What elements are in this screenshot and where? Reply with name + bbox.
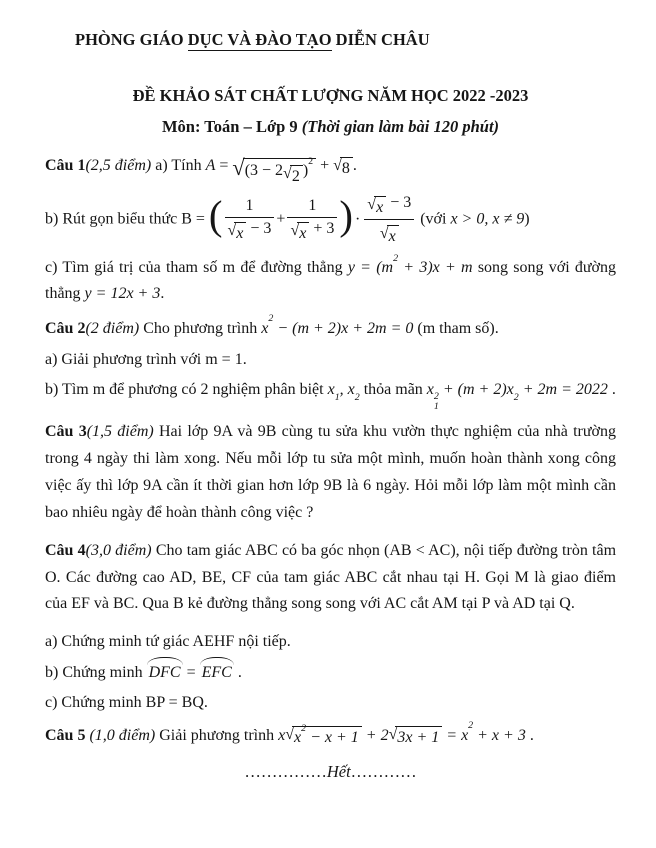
exponent: 2 [393, 252, 399, 264]
q1c-mid: song song với đường thẳng [45, 258, 617, 303]
radical-sign-icon: √ [283, 164, 292, 182]
radical-sign-icon: √ [367, 196, 377, 214]
question-2b [45, 377, 616, 413]
end-marker [45, 762, 616, 782]
dots-right: ………… [350, 762, 417, 782]
fraction-3 [364, 193, 414, 247]
var-x: x [278, 726, 286, 744]
radical-sign-icon: √ [290, 222, 300, 240]
fraction-2 [287, 196, 337, 245]
var-A: A [205, 157, 216, 174]
question-4c: c) Chứng minh BP = BQ. [45, 694, 208, 712]
inner-radicand: 2 [290, 165, 303, 187]
q2b-lead: b) Tìm m để phương có 2 nghiệm phân biệt [45, 380, 328, 398]
question-4 [45, 538, 616, 619]
subtitle-main: Môn: Toán – Lớp 9 [161, 117, 302, 136]
equation-mid: + (m + 2)x [438, 380, 514, 398]
sqrt8-radicand: 8 [340, 157, 353, 179]
equation-pre: x [261, 319, 269, 337]
frac1-num: 1 [245, 196, 254, 214]
period: . [607, 380, 616, 398]
q1b-condition-math: x > 0, x ≠ 9 [450, 210, 525, 228]
radicand-post: − x + 1 [306, 729, 359, 747]
question-1b [45, 193, 616, 247]
header-pre: PHÒNG GIÁO [75, 30, 188, 49]
period: . [352, 157, 357, 174]
radical-2 [389, 726, 443, 752]
exponent: 2 [268, 313, 274, 325]
exam-subtitle [45, 117, 616, 137]
question-4b [45, 660, 616, 686]
sqrt-x [228, 222, 247, 244]
sqrt8 [333, 157, 353, 183]
end-word: Hết [326, 762, 351, 782]
q1b-lead: b) Rút gọn biểu thức B = [45, 210, 209, 228]
subtitle-duration: (Thời gian làm bài 120 phút) [301, 117, 500, 136]
radicand-pre: (3 − 2 [244, 162, 284, 180]
frac2-den [287, 217, 337, 245]
frac3-num [364, 193, 414, 220]
plus-sign: + [276, 210, 286, 228]
sqrt-x [367, 196, 386, 218]
q3-label: Câu 3 [45, 423, 87, 441]
sqrt-x-radicand: x [297, 222, 309, 244]
exponent: 2 [468, 720, 474, 732]
q2-equation [261, 313, 414, 337]
sqrt-x [380, 225, 399, 247]
q1-points: (2,5 điểm) [85, 157, 152, 174]
q3-points: (1,5 điểm) [86, 423, 154, 441]
q4-text: Cho tam giác ABC có ba góc nhọn (AB < AC), nội tiếp đường tròn tâm O. Các đường cao AD, BE, CF của tam giác ABC cắt nhau tại H. Gọi M là giao điểm của EF và BC. Qua B kẻ đường thẳng song song với AC cắt AM tại P và AD tại Q. [45, 541, 617, 613]
q1b-condition-post: ) [524, 210, 530, 228]
sqrt-x-radicand: x [374, 196, 386, 218]
q4-label: Câu 4 [45, 541, 86, 559]
inner-radical [283, 165, 303, 187]
subscript-1: 1 [334, 392, 340, 404]
radical-sign-icon: √ [285, 726, 295, 744]
frac1-den [225, 217, 275, 245]
q1b-condition-pre: (với [416, 210, 451, 228]
q2-tail: (m tham số). [413, 319, 499, 337]
radical-sign-icon: √ [388, 726, 398, 744]
var-x: x [347, 380, 355, 398]
period: . [160, 285, 165, 303]
sqrt-x-radicand: x [387, 225, 399, 247]
question-1c [45, 252, 617, 308]
frac2-num: 1 [308, 196, 317, 214]
frac2-den-rest: + 3 [309, 219, 335, 237]
right-paren: ) [339, 192, 353, 238]
radical-sign-icon: √ [232, 155, 245, 181]
q2-lead: Cho phương trình [139, 319, 262, 337]
q1c-line2-formula: y = 12x + 3 [84, 285, 161, 303]
question-2a: a) Giải phương trình với m = 1. [45, 351, 247, 369]
rhs-pre: = x [442, 726, 469, 744]
q5-label: Câu 5 [45, 726, 86, 744]
comma: , [339, 380, 348, 398]
q1a-formula [205, 155, 357, 185]
plus-2: + 2 [361, 726, 389, 744]
department-header [75, 30, 616, 50]
var-x: x [327, 380, 335, 398]
exponent: 2 [308, 156, 314, 168]
q1-label: Câu 1 [45, 157, 86, 174]
header-post: DIỄN CHÂU [331, 30, 430, 49]
dots-left: …………… [244, 762, 327, 782]
radicand-close: ) [302, 162, 309, 180]
q2-label: Câu 2 [45, 319, 86, 337]
fraction-1 [225, 196, 275, 245]
q5-points: (1,0 điểm) [85, 726, 156, 744]
period: . [525, 726, 534, 744]
plus-sign: + [320, 157, 330, 174]
outer-radical [232, 155, 316, 187]
radical-sign-icon: √ [379, 224, 389, 242]
cdot-operator: · [354, 210, 361, 228]
q2b-mid: thỏa mãn [359, 380, 427, 398]
question-1a [45, 153, 616, 187]
equals-sign: = [182, 663, 200, 681]
q5-lead: Giải phương trình [155, 726, 279, 744]
q5-equation [278, 720, 526, 747]
rhs-post: + x + 3 [473, 726, 526, 744]
q2-points: (2 điểm) [85, 319, 140, 337]
formula-pre: y = (m [347, 258, 394, 276]
angle-EFC: EFC [200, 660, 234, 686]
exponent: 2 [301, 722, 307, 734]
frac3-num-rest: − 3 [386, 193, 412, 211]
subscript-2: 2 [354, 392, 360, 404]
frac1-den-rest: − 3 [246, 219, 272, 237]
frac3-den [364, 219, 414, 247]
equation-tail: + 2m = 2022 [518, 380, 608, 398]
roots-x1x2 [327, 380, 360, 404]
exam-title: ĐỀ KHẢO SÁT CHẤT LƯỢNG NĂM HỌC 2022 -2023 [132, 86, 529, 105]
equation-post: − (m + 2)x + 2m = 0 [273, 319, 414, 337]
radical-sign-icon: √ [227, 222, 237, 240]
equals-sign: = [219, 157, 229, 174]
sqrt-x [290, 222, 309, 244]
q1a-lead: a) Tính [151, 157, 206, 174]
radical-sign-icon: √ [333, 156, 342, 174]
question-4a: a) Chứng minh tứ giác AEHF nội tiếp. [45, 633, 291, 651]
q1c-line-formula [347, 252, 473, 276]
left-paren: ( [208, 192, 223, 238]
exponent: 2 [433, 391, 439, 402]
subscript-2: 2 [513, 392, 519, 404]
q2b-condition-equation [426, 380, 608, 413]
period: . [233, 663, 242, 681]
header-underlined: DỤC VÀ ĐÀO TẠO [187, 30, 332, 49]
q4b-lead: b) Chứng minh [45, 663, 147, 681]
sqrt-x-radicand: x [234, 222, 246, 244]
question-3 [45, 419, 616, 527]
radicand-pre: x [294, 729, 302, 747]
radicand-2: 3x + 1 [395, 726, 442, 748]
radicand-1 [292, 722, 362, 748]
angle-DFC: DFC [147, 660, 183, 686]
subscript-1: 1 [433, 401, 439, 413]
q1c-lead: c) Tìm giá trị của tham số m để đường thẳng [45, 258, 348, 276]
q3-text: Hai lớp 9A và 9B cùng tu sửa khu vườn thực nghiệm của nhà trường trong 4 ngày thi làm xong. Nếu mỗi lớp tu sửa một mình, muốn hoàn thành xong công việc ấy thì lớp 9A cần ít thời gian hơn lớp 9B là 6 ngày. Hỏi mỗi lớp làm một mình cần bao nhiêu ngày để hoàn thành công việc ? [45, 423, 616, 521]
radical-1 [285, 722, 362, 752]
question-2 [45, 313, 616, 342]
q4-points: (3,0 điểm) [85, 541, 152, 559]
question-5 [45, 720, 616, 753]
formula-post: + 3)x + m [398, 258, 473, 276]
var-x: x [426, 380, 434, 398]
